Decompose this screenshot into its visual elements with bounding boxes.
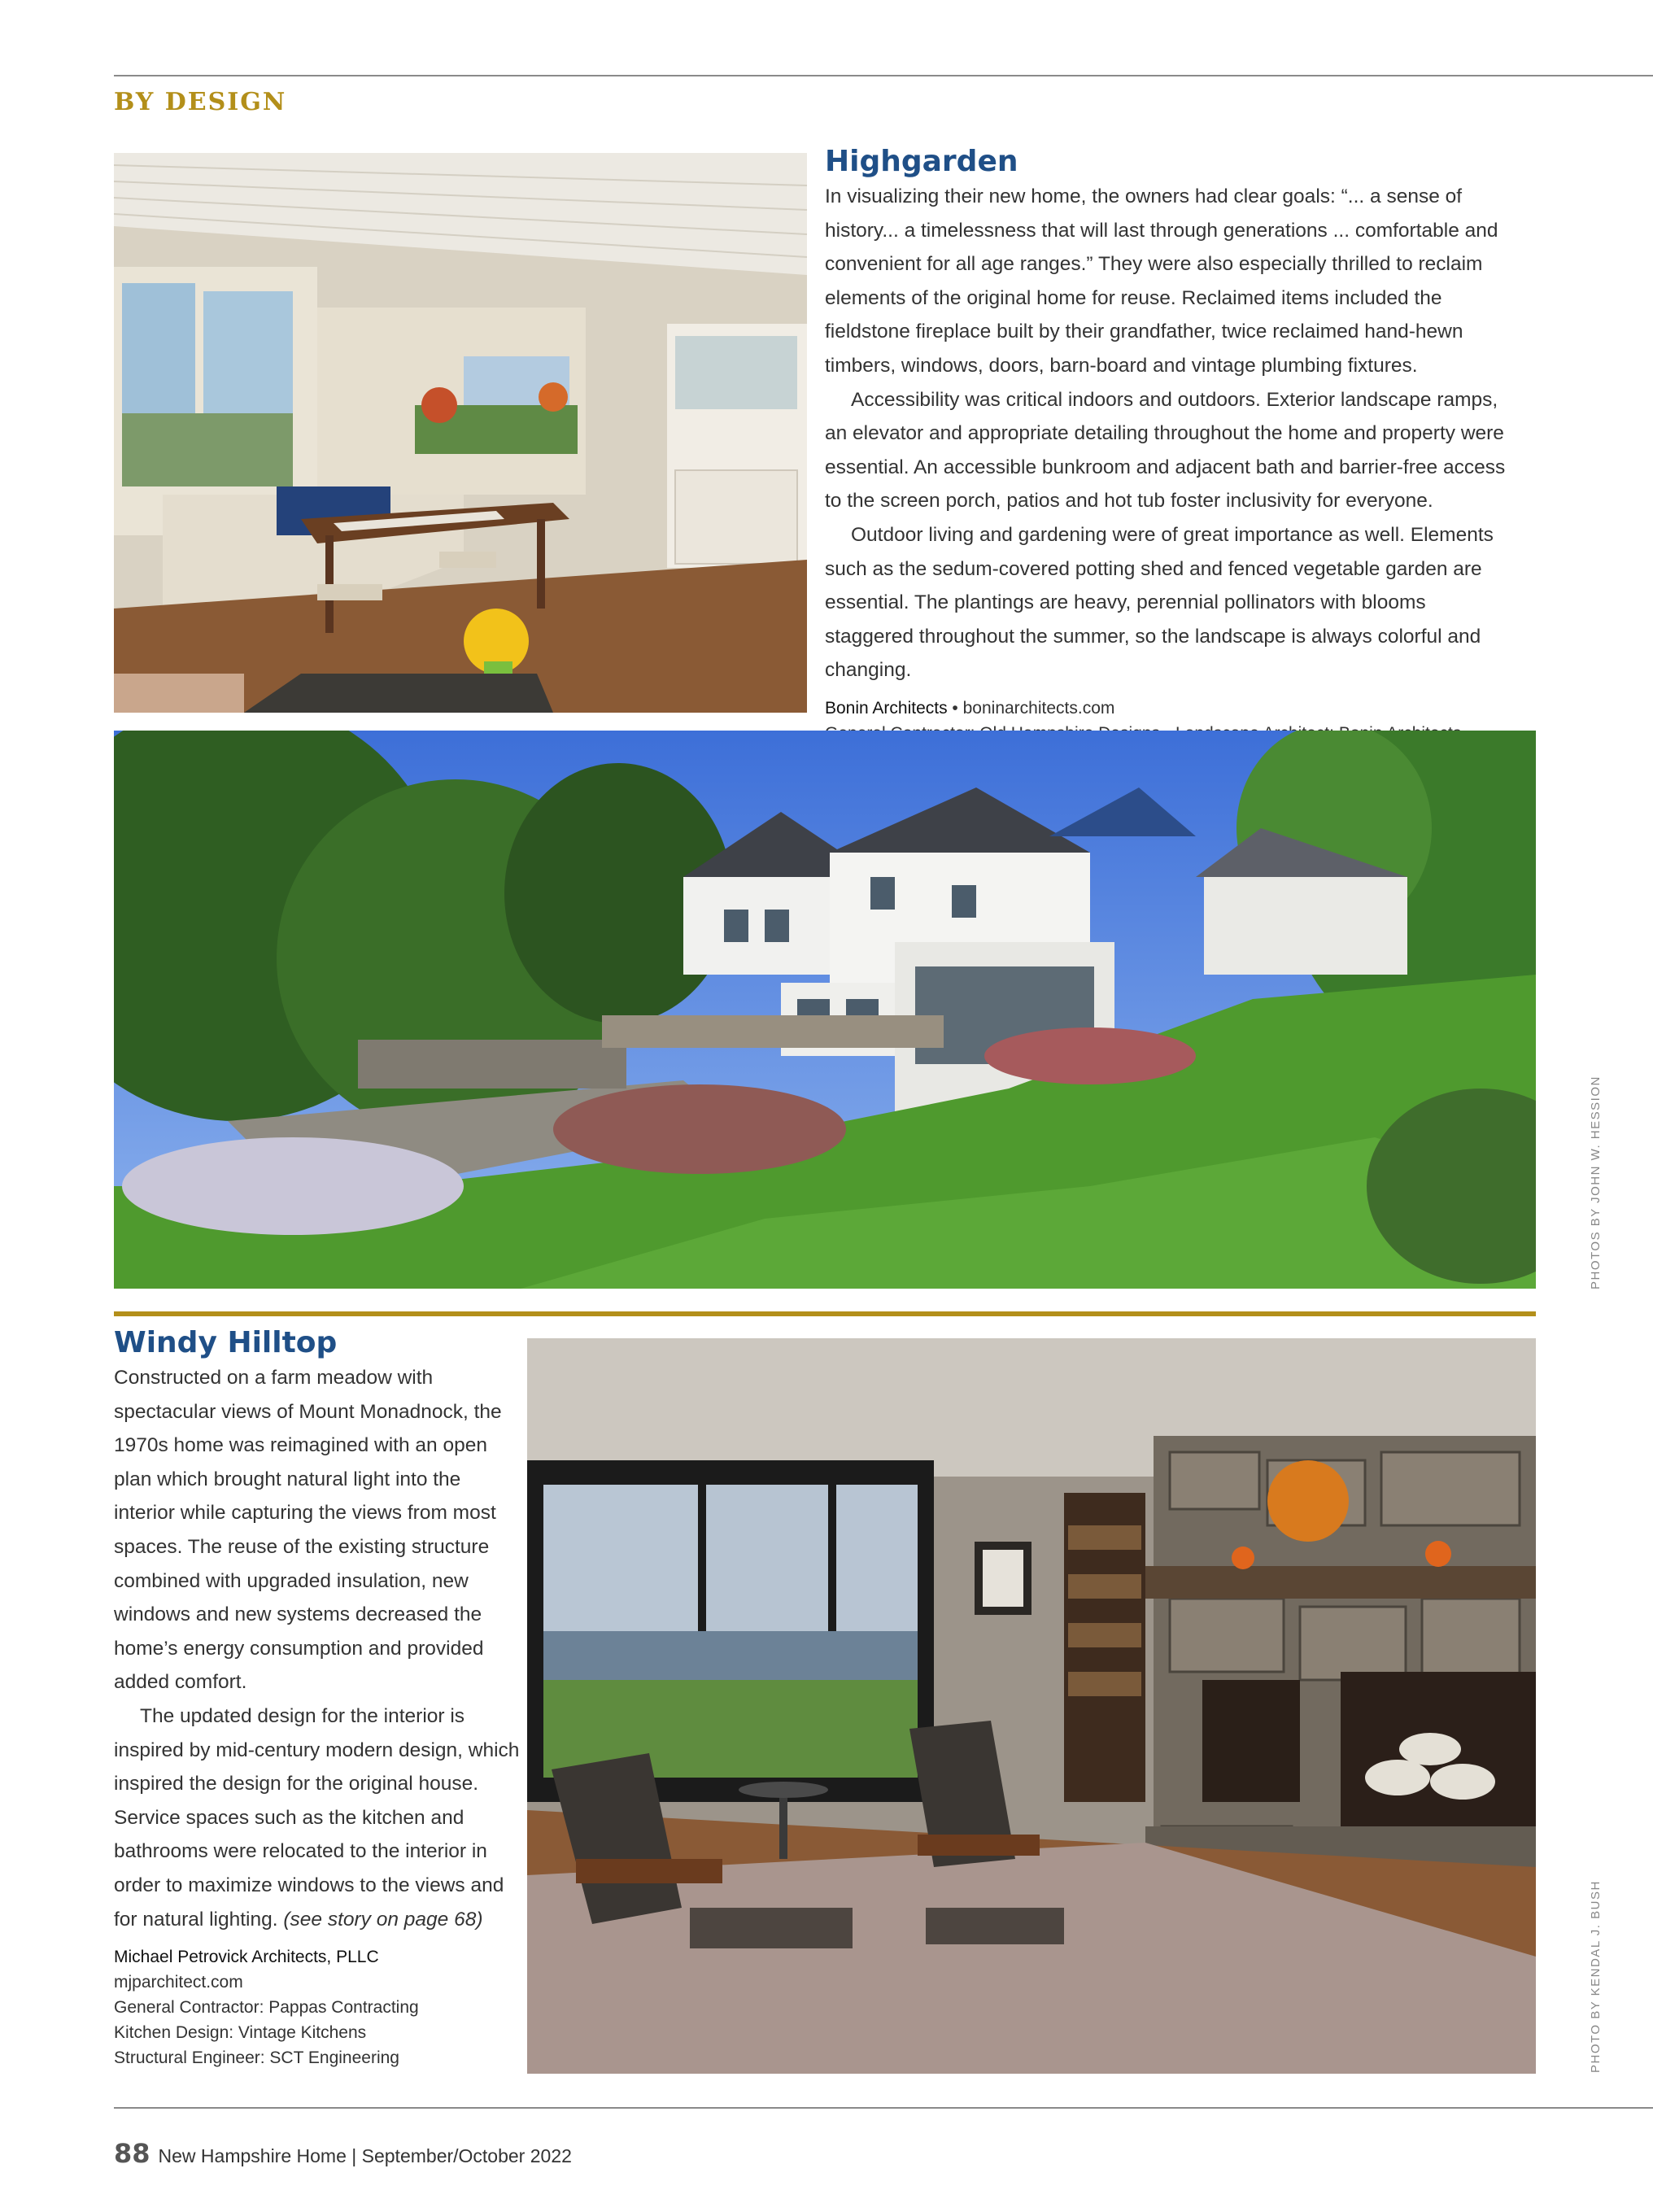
section-label: BY DESIGN — [114, 88, 287, 116]
highgarden-url: boninarchitects.com — [962, 698, 1115, 718]
page-footer — [114, 2138, 572, 2169]
page-number: 88 — [114, 2138, 150, 2169]
windy-hilltop-kitchen: Kitchen Design: Vintage Kitchens — [114, 2023, 367, 2043]
windy-hilltop-paragraph-1: Constructed on a farm meadow with spectacular views of Mount Monadnock, the 1970s home was reimagined with an open plan which brought natural light into the interior while capturing the views from most spaces. The reuse of the existing structure combined with upgraded insulation, new windows and new systems decreased the home’s energy consumption and provided added comfort. — [114, 1367, 502, 1694]
highgarden-firm: Bonin Architects — [825, 698, 948, 718]
highgarden-paragraph-1: In visualizing their new home, the owners had clear goals: “... a sense of history... a timelessness that will last through generations ... comfortable and convenient for all age ranges.” They were also especially thrilled to reclaim elements of the original home for reuse. Reclaimed items included the fieldstone fireplace built by their grandfather, twice reclaimed hand-hewn timbers, windows, doors, barn-board and vintage plumbing fixtures. — [825, 185, 1498, 377]
house-exterior-photo — [114, 731, 1536, 1289]
top-rule — [114, 75, 1653, 76]
windy-hilltop-contractor: General Contractor: Pappas Contracting — [114, 1998, 419, 2018]
windy-hilltop-body — [114, 1361, 521, 1936]
highgarden-photo-credit: PHOTOS BY JOHN W. HESSION — [1589, 1075, 1603, 1289]
highgarden-credit-separator: • — [947, 698, 963, 718]
highgarden-body — [825, 180, 1516, 687]
windy-hilltop-firm: Michael Petrovick Architects, PLLC — [114, 1948, 379, 1967]
windy-hilltop-url: mjparchitect.com — [114, 1973, 243, 1992]
highgarden-paragraph-3: Outdoor living and gardening were of great importance as well. Elements such as the sedum-covered potting shed and fenced vegetable garden are essential. The plantings are heavy, perennial pollinators with blooms staggered throughout the summer, so the landscape is always colorful and changing. — [825, 523, 1494, 682]
windy-hilltop-paragraph-2 — [114, 1699, 521, 1936]
highgarden-paragraph-2: Accessibility was critical indoors and outdoors. Exterior landscape ramps, an elevator and appropriate detailing throughout the home and property were essential. An accessible bunkroom and adjacent bath and barrier-free access to the screen porch, patios and hot tub foster inclusivity for everyone. — [825, 388, 1506, 513]
living-room-photo — [527, 1338, 1536, 2074]
windy-hilltop-title: Windy Hilltop — [114, 1326, 338, 1359]
dining-nook-photo — [114, 153, 807, 713]
bottom-rule — [114, 2107, 1653, 2109]
story-reference: (see story on page 68) — [283, 1908, 483, 1931]
windy-hilltop-paragraph-2-text: The updated design for the interior is inspired by mid-century modern design, which inspired the design for the original house. Service spaces such as the kitchen and bathrooms were relocated to the interior in order to maximize windows to the views and for natural lighting. — [114, 1704, 520, 1931]
windy-hilltop-engineer: Structural Engineer: SCT Engineering — [114, 2048, 399, 2068]
publication-info: New Hampshire Home | September/October 2022 — [158, 2145, 572, 2166]
highgarden-title: Highgarden — [825, 145, 1018, 178]
windy-hilltop-photo-credit: PHOTO BY KENDAL J. BUSH — [1589, 1880, 1603, 2073]
windy-hilltop-credits — [114, 1944, 521, 2070]
section-divider — [114, 1311, 1536, 1316]
